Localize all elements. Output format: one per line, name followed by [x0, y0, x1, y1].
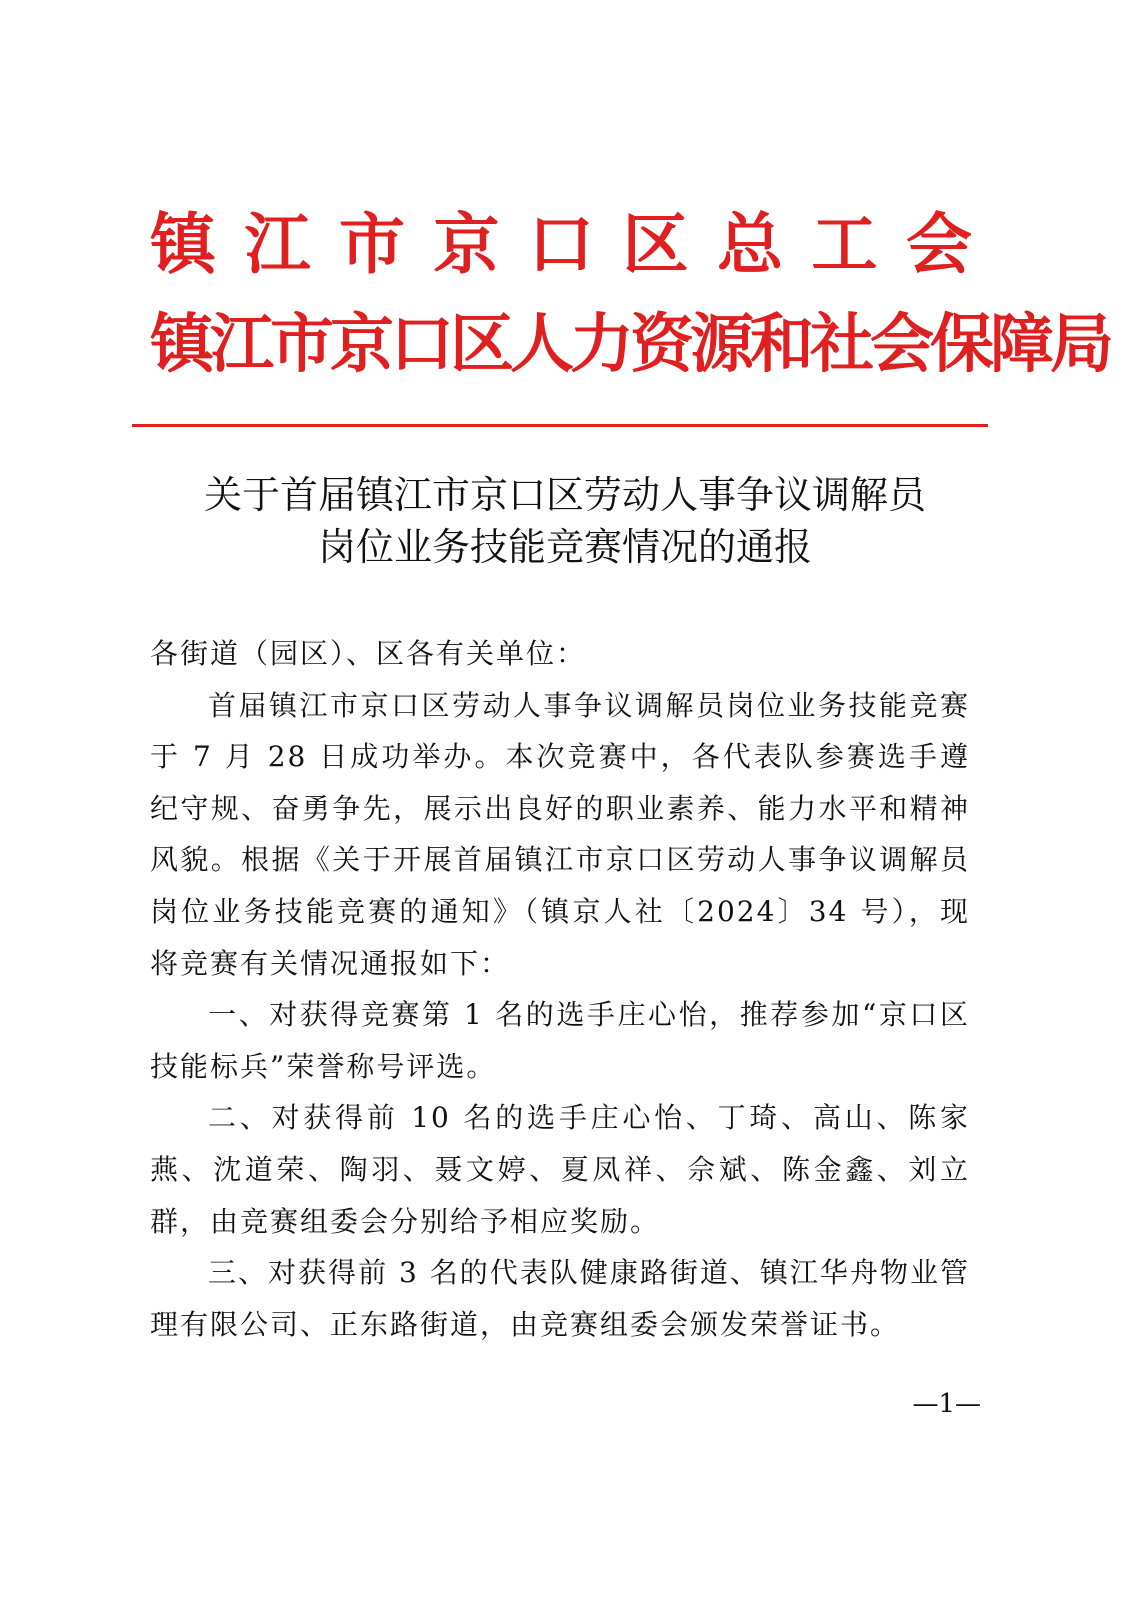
- document-title-line-2: 岗位业务技能竞赛情况的通报: [317, 525, 812, 569]
- issuer-name-trade-union: 镇江市京口区总工会: [150, 206, 980, 283]
- paragraph-item-1: 一、对获得竞赛第 1 名的选手庄心怡，推荐参加“京口区技能标兵”荣誉称号评选。: [150, 998, 970, 1083]
- salutation: 各街道（园区）、区各有关单位：: [150, 637, 587, 670]
- paragraph-item-2: 二、对获得前 10 名的选手庄心怡、丁琦、高山、陈家燕、沈道荣、陶羽、聂文婷、夏凤祥、佘斌、陈金鑫、刘立群，由竞赛组委会分别给予相应奖励。: [150, 1101, 970, 1238]
- document-title-line-1: 关于首届镇江市京口区劳动人事争议调解员: [203, 473, 926, 517]
- issuer-name-hr-bureau: 镇江市京口区人力资源和社会保障局: [150, 308, 1110, 382]
- paragraph-item-3: 三、对获得前 3 名的代表队健康路街道、镇江华舟物业管理有限公司、正东路街道，由竞赛组委会颁发荣誉证书。: [150, 1256, 970, 1341]
- red-header-divider: [132, 424, 988, 427]
- page-number: —1—: [912, 1389, 981, 1419]
- document-body: [150, 628, 970, 1350]
- paragraph-intro: 首届镇江市京口区劳动人事争议调解员岗位业务技能竞赛于 7 月 28 日成功举办。本次竞赛中，各代表队参赛选手遵纪守规、奋勇争先，展示出良好的职业素养、能力水平和精神风貌。根据《关于开展首届镇江市京口区劳动人事争议调解员岗位业务技能竞赛的通知》（镇京人社〔2024〕34 号），现将竞赛有关情况通报如下：: [150, 688, 970, 980]
